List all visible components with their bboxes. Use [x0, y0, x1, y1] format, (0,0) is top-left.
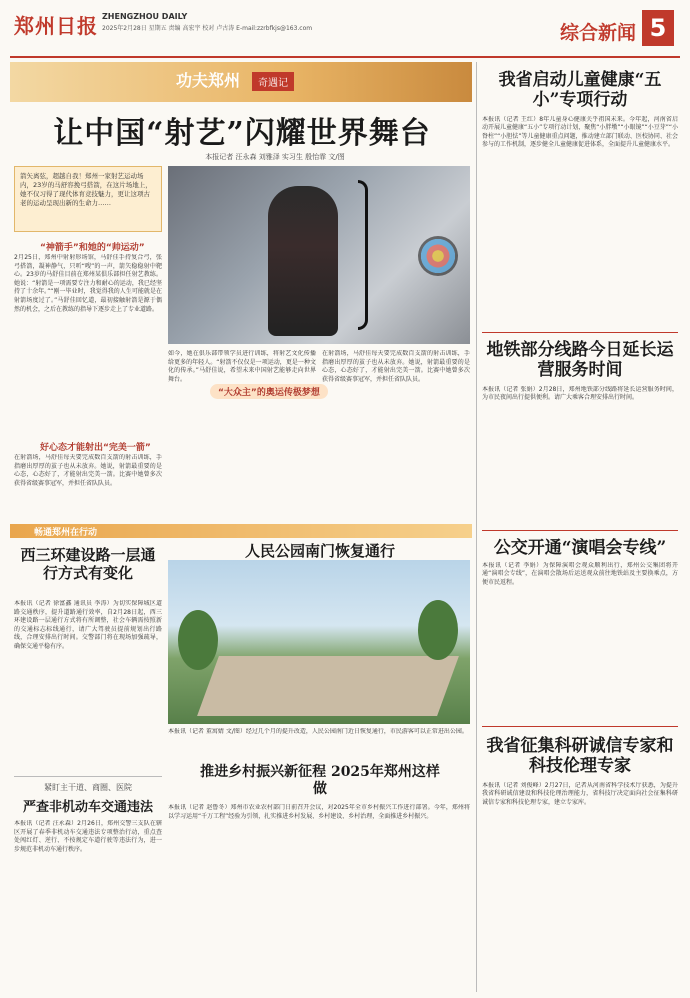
- section-title: 综合新闻: [559, 22, 636, 44]
- divider: [14, 776, 162, 777]
- divider: [482, 530, 678, 531]
- archer-figure: [268, 186, 338, 336]
- feature-byline: 本报记者 汪永森 刘雅泽 实习生 殷怡霏 文/图: [205, 153, 345, 161]
- story-rural-body: 本报讯（记者 赵鲁冬）郑州市农业农村部门日前召开会议，对2025年全市乡村振兴工作进行部署。今年，郑州将以学习运用“千万工程”经验为引领，扎实推进乡村发展、乡村建设、乡村治理，全面推进乡村振兴。: [168, 804, 470, 820]
- story-west-third-ring-headline: 西三环建设路一层通行方式有变化: [20, 546, 156, 582]
- story-park-caption: 本报讯（记者 董寓婧 文/图）经过几个月的提升改造，人民公园南门近日恢复通行，市民游客可以正常进出公园。: [168, 728, 468, 735]
- archer-photo: [168, 166, 470, 344]
- bow-shape: [358, 180, 368, 330]
- feature-paragraph-4: 在射箭场，马舒佳每天要完成数百支箭的射击训练，手指磨出厚厚的茧子也从未放弃。她说，射箭最重要的是心态，心态好了，才能射出完美一箭。比赛中她曾多次获得省级赛事冠军，并担任省队队员。: [322, 350, 470, 383]
- story-park-headline: 人民公园南门恢复通行: [244, 542, 395, 560]
- right-story-3-body: 本报讯（记者 李娟）为保障演唱会观众顺利出行，郑州公交集团将开通“演唱会专线”，在演唱会散场后运送观众前往地铁站及主要换乘点，方便市民返程。: [482, 562, 678, 586]
- tree-shape: [178, 610, 218, 670]
- right-story-1-body: 本报讯（记者 王红）8年儿童身心健康关乎祖国未来。今年起，河南省启动开展儿童健康“五小”专项行动计划，聚焦“小胖墩”“小眼镜”“小豆芽”“小脊柱”“小胆怯”等儿童健康重点问题，推动建立部门联动、医校协同、社会参与的工作机制，逐步健全儿童健康促进体系，全面提升儿童健康水平。: [482, 116, 678, 149]
- right-story-4-headline: 我省征集科研诚信专家和科技伦理专家: [486, 736, 674, 776]
- feature-subhead-1: “神箭手”和她的“帅运动”: [40, 243, 145, 253]
- right-story-2-headline: 地铁部分线路今日延长运营服务时间: [486, 340, 674, 380]
- feature-paragraph-1: 2月25日，郑州中射射形场馆，马舒佳手持复合弓，张弓搭箭，凝神静气，只听“嗖”的一声，箭矢稳稳射中靶心。23岁的马舒佳目前在郑州某俱乐部担任射艺教练。她说：“射箭是一项需要专注力和耐心的运动，我已经坚持了十余年。”“刚一毕业时，我觉得我的人生可能就是在射箭场度过了。”马舒佳回忆道，最初接触射箭是源于偶然的机会，之后在教练的指导下逐步走上了专业道路。: [14, 254, 162, 313]
- right-story-2-body: 本报讯（记者 张娟）2月28日，郑州地铁部分线路将延长运营服务时间，为市民夜间出行提供便利。请广大乘客合理安排出行时间。: [482, 386, 678, 402]
- page-number: 5: [642, 10, 674, 46]
- divider: [482, 726, 678, 727]
- tree-shape: [418, 600, 458, 660]
- feature-paragraph-3: 如今，她在俱乐部带领学员进行训练，将射艺文化传播给更多的年轻人。“射箭不仅仅是一项运动，更是一种文化的传承。”马舒佳说，希望未来中国射艺能够走向世界舞台。: [168, 350, 316, 383]
- section-strip: [10, 524, 472, 538]
- park-gate-photo: [168, 560, 470, 724]
- section-strip-label: 畅通郑州在行动: [34, 528, 98, 538]
- story-traffic-headline: 严查非机动车交通违法: [22, 800, 153, 815]
- feature-headline: 让中国“射艺”闪耀世界舞台: [53, 116, 431, 151]
- feature-lead: 箭矢离弦，超越自我！郑州一家射艺运动场内，23岁的马舒容挽弓搭箭，在这片场地上，她不仅习得了现代体育竞技魅力，更让这项古老的运动呈现出新的生命力……: [14, 166, 162, 232]
- right-story-1-headline: 我省启动儿童健康“五小”专项行动: [498, 70, 662, 110]
- divider: [482, 332, 678, 333]
- feature-paragraph-2: 在射箭场，马舒佳每天要完成数百支箭的射击训练，手指磨出厚厚的茧子也从未放弃。她说，射箭最重要的是心态，心态好了，才能射出完美一箭。比赛中她曾多次获得省级赛事冠军，并担任省队队员。: [14, 454, 162, 487]
- feature-subhead-3: “大众主”的奥运传极梦想: [210, 384, 328, 399]
- feature-banner-label: 功夫郑州: [176, 71, 241, 90]
- column-divider: [476, 62, 477, 992]
- park-path: [197, 656, 459, 716]
- masthead: [10, 6, 680, 58]
- story-west-third-ring-body: 本报讯（记者 徐富鑫 通讯员 李涛）为切实保障城区道路交通秩序，提升道路通行效率，自2月28日起，西三环建设路一层通行方式将有所调整，社会车辆需按照新的交通标志标线通行，请广大驾驶员提前规划出行路线，合理安排出行时间。交警部门将在现场加强疏导，确保交通平稳有序。: [14, 600, 162, 650]
- target-shape: [418, 236, 458, 276]
- story-traffic-body: 本报讯（记者 汪永森）2月26日，郑州交警三支队在辖区开展了春季非机动车交通违法专项整治行动，重点查处闯红灯、逆行、不按规定车道行驶等违法行为，进一步规范非机动车通行秩序。: [14, 820, 162, 853]
- issue-meta: 2025年2月28日 星期五 责编 高宏宇 校对 卢古涛 E-mail:zzrbfkjs@163.com: [102, 25, 313, 32]
- story-traffic-kicker: 紧盯主干道、商圈、医院: [44, 783, 132, 792]
- feature-subhead-2: 好心态才能射出“完美一箭”: [40, 443, 151, 453]
- right-story-3-headline: 公交开通“演唱会专线”: [493, 538, 667, 558]
- feature-banner: [10, 62, 472, 102]
- newspaper-logo: 郑州日报: [14, 14, 98, 38]
- feature-banner-sub: 奇遇记: [252, 72, 294, 91]
- story-rural-headline: 推进乡村振兴新征程 2025年郑州这样做: [200, 764, 440, 797]
- newspaper-name-pinyin: ZHENGZHOU DAILY: [102, 12, 188, 21]
- right-story-4-body: 本报讯（记者 刘俊峰）2月27日，记者从河南省科学技术厅获悉，为提升我省科研诚信建设和科技伦理治理能力，省科技厅决定面向社会征集科研诚信专家和科技伦理专家，建立专家库。: [482, 782, 678, 806]
